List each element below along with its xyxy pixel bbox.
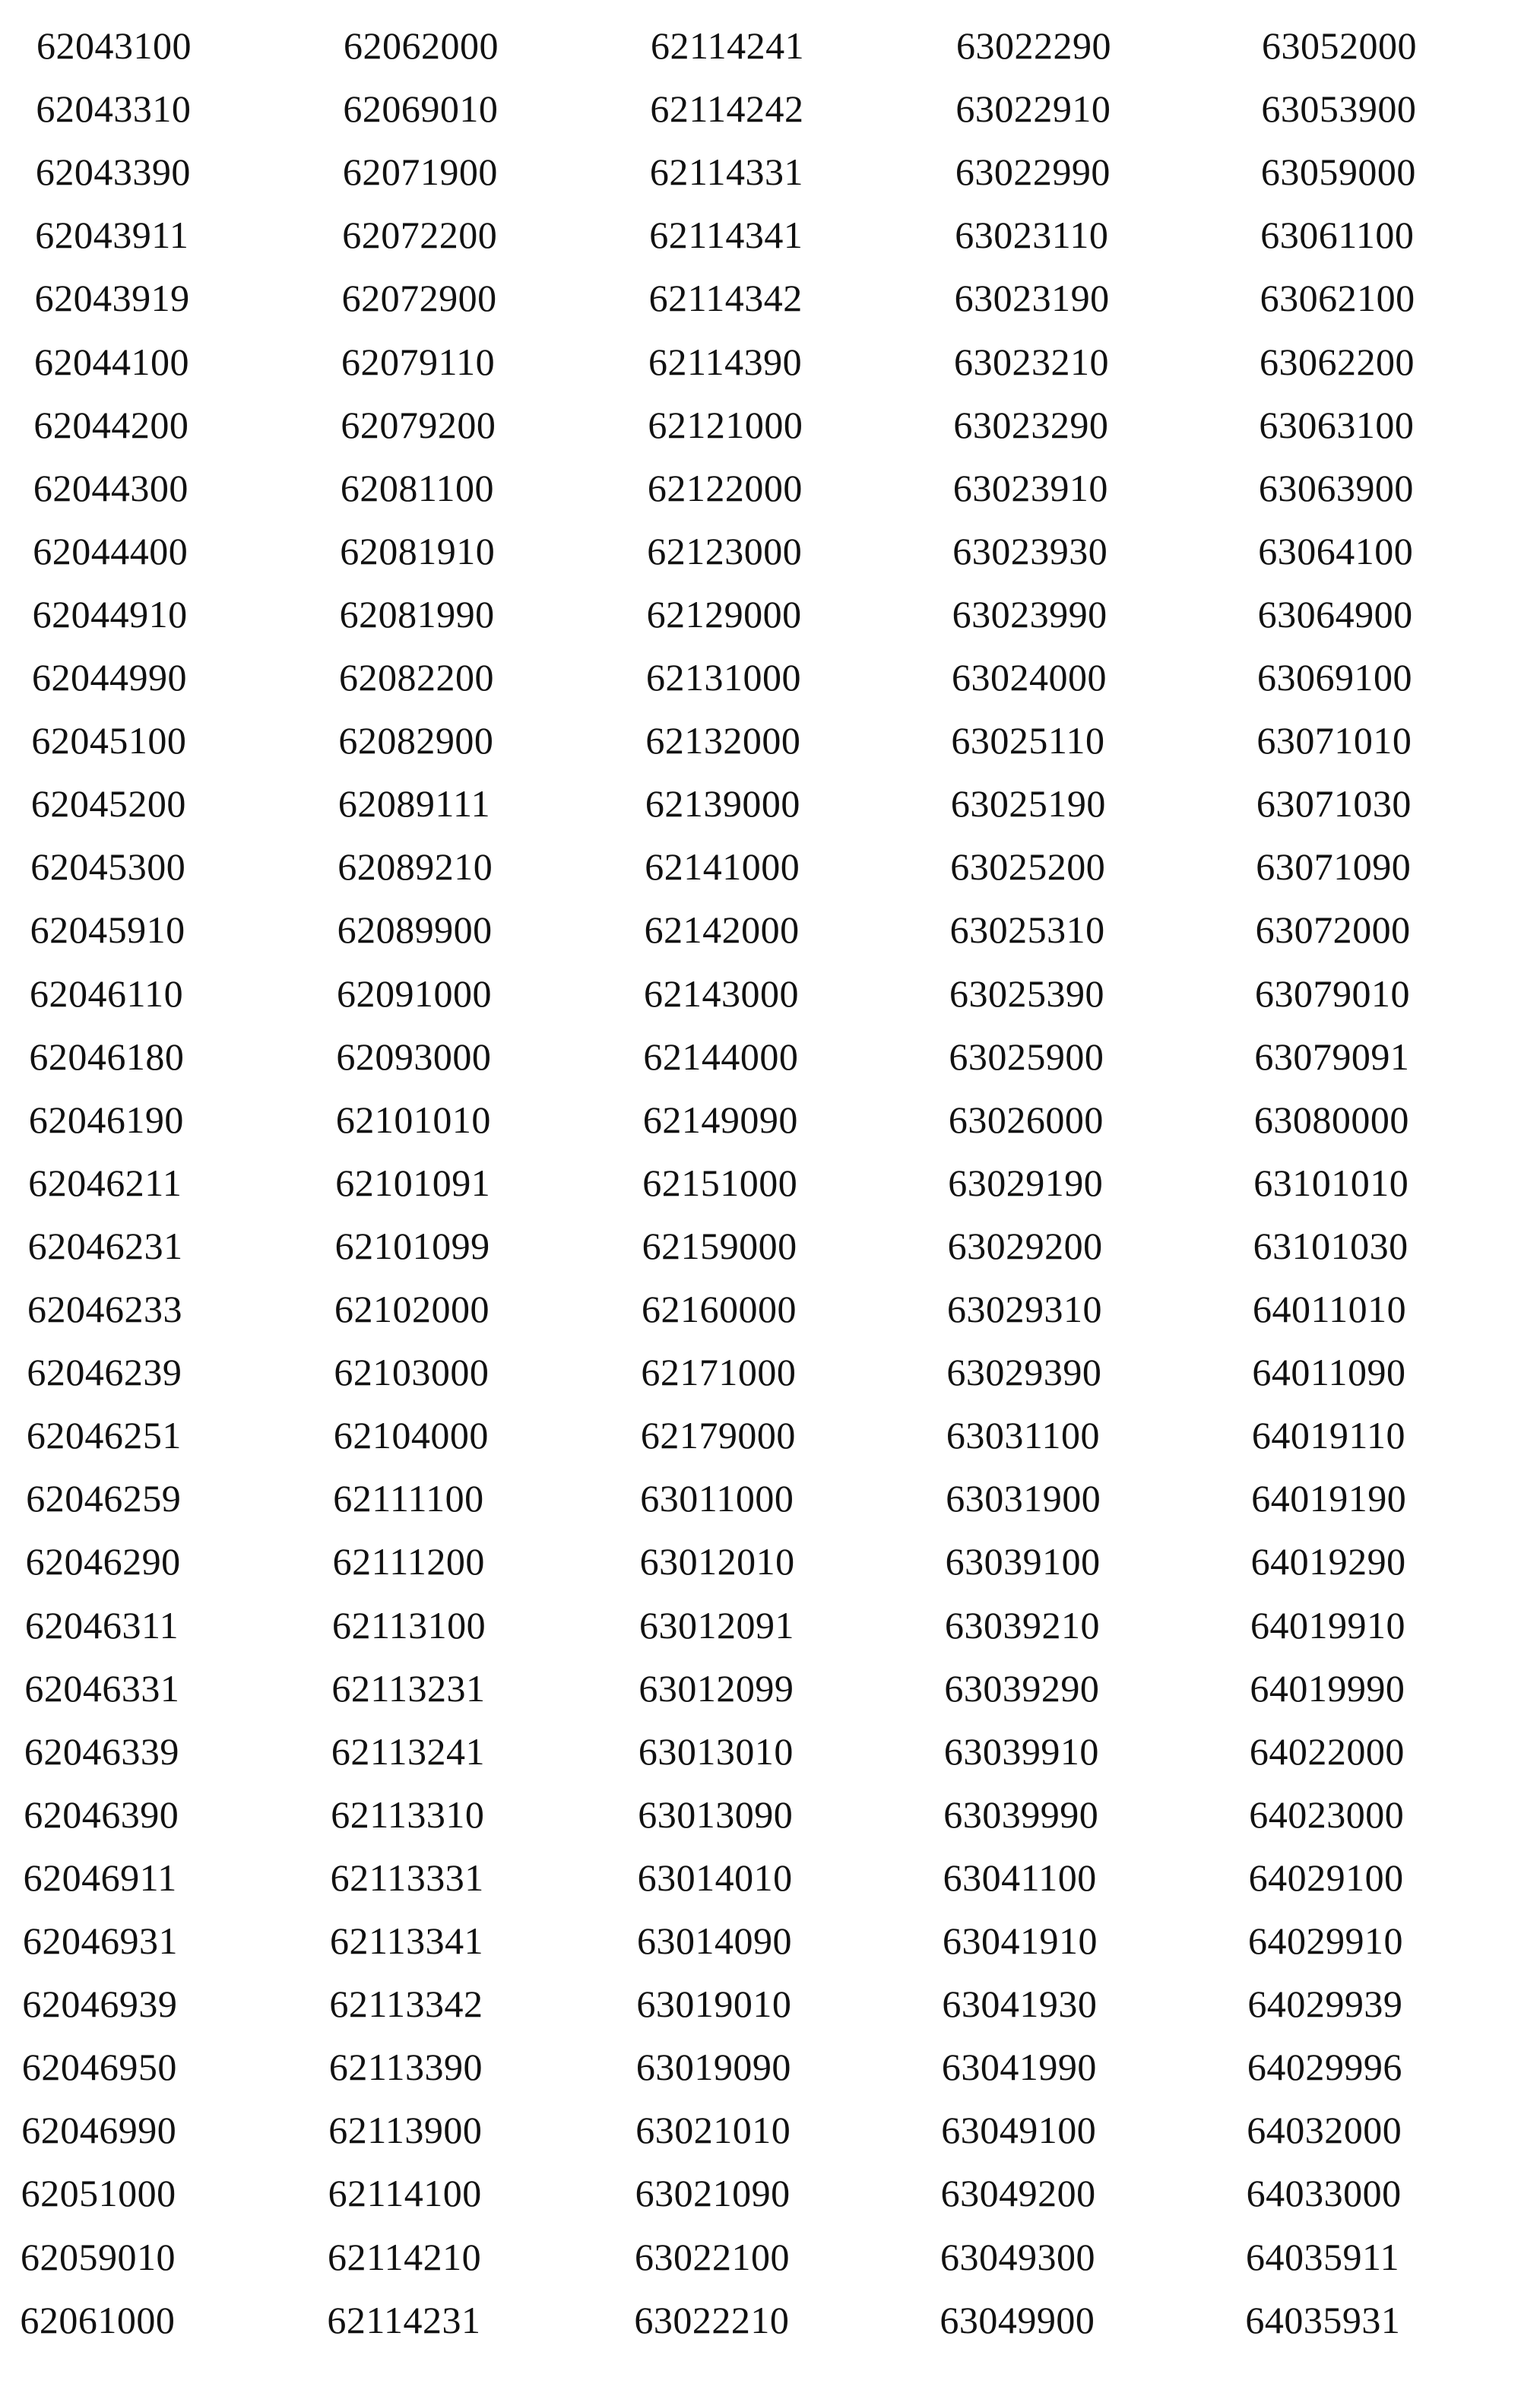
code-cell: 63039210: [945, 1603, 1100, 1647]
code-cell: 63041100: [943, 1856, 1097, 1899]
code-cell: 63012091: [639, 1603, 794, 1647]
code-cell: 63011000: [640, 1477, 794, 1520]
code-cell: 62062000: [344, 24, 499, 67]
code-cell: 63025390: [949, 972, 1104, 1015]
code-cell: 63053900: [1261, 87, 1417, 131]
code-cell: 63049900: [940, 2298, 1095, 2341]
code-cell: 62101091: [335, 1161, 491, 1204]
code-cell: 62081990: [339, 592, 495, 636]
code-cell: 62046211: [28, 1161, 182, 1204]
code-cell: 62139000: [645, 782, 800, 826]
code-cell: 62079200: [341, 403, 496, 446]
code-cell: 63072000: [1255, 908, 1411, 952]
code-cell: 64035931: [1245, 2298, 1401, 2341]
code-cell: 62113900: [328, 2109, 483, 2152]
code-cell: 63021090: [635, 2172, 791, 2215]
code-cell: 63062200: [1260, 340, 1415, 383]
code-cell: 62113241: [331, 1729, 485, 1773]
code-cell: 62044100: [34, 340, 189, 383]
code-cell: 62089900: [337, 908, 493, 952]
code-cell: 62114210: [328, 2235, 482, 2278]
code-cell: 62046950: [21, 2046, 177, 2089]
code-cell: 63062100: [1260, 277, 1415, 320]
code-cell: 62113100: [332, 1603, 486, 1647]
code-cell: 63023110: [955, 214, 1109, 257]
code-cell: 62113390: [328, 2046, 483, 2089]
code-cell: 63063900: [1258, 466, 1414, 509]
code-cell: 64029910: [1248, 1919, 1403, 1962]
code-cell: 62051000: [21, 2172, 176, 2215]
code-cell: 62043911: [35, 214, 189, 257]
code-cell: 63049100: [941, 2109, 1097, 2152]
code-cell: 62046231: [27, 1224, 183, 1267]
code-cell: 63023990: [952, 592, 1107, 636]
code-cell: 62043310: [36, 87, 192, 131]
code-cell: 62114390: [648, 340, 803, 383]
code-cell: 64019990: [1250, 1666, 1405, 1710]
code-cell: 63029310: [947, 1288, 1102, 1330]
code-cell: 63014010: [637, 1856, 793, 1899]
code-cell: 62111200: [332, 1540, 485, 1583]
code-cell: 62093000: [336, 1035, 492, 1078]
code-cell: 64011010: [1253, 1288, 1407, 1330]
code-cell: 63079091: [1254, 1035, 1410, 1078]
code-cell: 63012099: [638, 1666, 794, 1710]
code-cell: 62072900: [341, 277, 497, 320]
code-cell: 62114331: [649, 151, 803, 194]
code-cell: 64035911: [1246, 2235, 1400, 2278]
code-cell: 63041990: [941, 2046, 1097, 2089]
code-cell: 62149090: [642, 1098, 798, 1141]
code-cell: 62144000: [643, 1035, 799, 1078]
code-cell: 64019110: [1251, 1414, 1405, 1457]
code-cell: 63080000: [1253, 1098, 1409, 1141]
code-cell: 62082900: [338, 719, 494, 762]
code-cell: 62046190: [28, 1098, 184, 1141]
code-cell: 62044300: [33, 466, 189, 509]
code-cell: 63019010: [636, 1983, 792, 2026]
code-cell: 63022990: [955, 151, 1111, 194]
code-cell: 62043390: [35, 151, 191, 194]
code-cell: 63023190: [954, 277, 1110, 320]
code-cell: 62114100: [328, 2172, 482, 2215]
code-cell: 62114241: [651, 24, 805, 67]
code-cell: 63022210: [634, 2298, 790, 2341]
code-cell: 63039990: [943, 1792, 1099, 1836]
code-cell: 62123000: [647, 529, 803, 572]
code-cell: 62046259: [26, 1477, 182, 1520]
code-cell: 62142000: [644, 908, 800, 952]
code-cell: 62081100: [340, 466, 494, 509]
code-cell: 64019290: [1250, 1540, 1406, 1583]
code-cell: 63023930: [952, 529, 1108, 572]
code-cell: 63052000: [1262, 24, 1417, 67]
code-cell: 62072200: [342, 214, 498, 257]
code-cell: 62129000: [646, 592, 802, 636]
code-cell: 62111100: [333, 1477, 484, 1520]
code-cell: 62081910: [340, 529, 496, 572]
code-cell: 62046251: [26, 1414, 182, 1457]
code-cell: 63025190: [950, 782, 1106, 826]
code-cell: 63021010: [635, 2109, 791, 2152]
code-cell: 62046239: [27, 1351, 182, 1394]
code-cell: 62046931: [23, 1919, 178, 1962]
code-cell: 62122000: [647, 466, 803, 509]
code-cell: 62071900: [342, 151, 498, 194]
code-cell: 64032000: [1247, 2109, 1402, 2152]
code-cell: 63063100: [1259, 403, 1415, 446]
code-cell: 62046233: [27, 1288, 182, 1330]
code-cell: 63049300: [940, 2235, 1095, 2278]
code-cell: 64029996: [1247, 2046, 1402, 2089]
code-cell: 62046390: [24, 1792, 179, 1836]
code-cell: 63101030: [1253, 1224, 1408, 1267]
code-cell: 62113331: [330, 1856, 484, 1899]
code-cell: 62046911: [23, 1856, 177, 1899]
code-cell: 62046110: [30, 972, 184, 1015]
code-cell: 63022290: [956, 24, 1111, 67]
code-cell: 62179000: [640, 1414, 796, 1457]
code-cell: 62114341: [649, 214, 803, 257]
code-cell: 62059010: [21, 2235, 176, 2278]
code-cell: 63014090: [637, 1919, 792, 1962]
code-cell: 63019090: [635, 2046, 791, 2089]
code-cell: 63031100: [946, 1414, 1100, 1457]
code-cell: 62101099: [334, 1224, 490, 1267]
code-cell: 62121000: [648, 403, 803, 446]
code-cell: 63029190: [948, 1161, 1104, 1204]
code-cell: 62045910: [30, 908, 185, 952]
code-cell: 62113231: [331, 1666, 486, 1710]
code-cell: 62160000: [642, 1288, 797, 1330]
code-cell: 62044990: [32, 656, 187, 699]
code-cell: 63025110: [951, 719, 1105, 762]
code-cell: 62045100: [31, 719, 187, 762]
code-cell: 62159000: [642, 1224, 797, 1267]
code-cell: 63029200: [947, 1224, 1103, 1267]
code-cell: 62102000: [334, 1288, 490, 1330]
code-cell: 63029390: [946, 1351, 1102, 1394]
code-cell: 62114342: [648, 277, 803, 320]
code-cell: 62046311: [25, 1603, 179, 1647]
code-cell: 62045300: [30, 845, 186, 889]
code-cell: 64022000: [1249, 1729, 1405, 1773]
code-cell: 63079010: [1255, 972, 1410, 1015]
code-cell: 62131000: [646, 656, 801, 699]
code-cell: 62046939: [22, 1983, 178, 2026]
code-cell: 62171000: [641, 1351, 797, 1394]
code-cell: 64019190: [1251, 1477, 1407, 1520]
code-cell: 62103000: [334, 1351, 490, 1394]
code-cell: 64029100: [1248, 1856, 1404, 1899]
code-cell: 63064900: [1257, 592, 1413, 636]
code-cell: 63041930: [942, 1983, 1098, 2026]
code-cell: 63026000: [948, 1098, 1104, 1141]
code-cell: 62082200: [339, 656, 494, 699]
code-cell: 62044910: [32, 592, 188, 636]
code-cell: 62045200: [30, 782, 186, 826]
code-cell: 62091000: [337, 972, 492, 1015]
code-cell: 63041910: [943, 1919, 1098, 1962]
code-cell: 63025310: [949, 908, 1105, 952]
code-cell: 63061100: [1260, 214, 1415, 257]
code-cell: 62113310: [331, 1792, 485, 1836]
code-cell: 62046990: [21, 2109, 177, 2152]
code-cell: 63031900: [946, 1477, 1101, 1520]
code-cell: 63049200: [940, 2172, 1096, 2215]
code-cell: 62046339: [24, 1729, 179, 1773]
code-cell: 63023290: [953, 403, 1109, 446]
code-cell: 62114231: [327, 2298, 481, 2341]
code-cell: 62046180: [29, 1035, 185, 1078]
code-cell: 63059000: [1260, 151, 1416, 194]
code-cell: 63013090: [638, 1792, 794, 1836]
code-cell: 64029939: [1247, 1983, 1403, 2026]
code-cell: 62113342: [329, 1983, 483, 2026]
code-cell: 63071010: [1256, 719, 1412, 762]
code-cell: 62061000: [20, 2298, 176, 2341]
code-cell: 63023210: [954, 340, 1109, 383]
code-cell: 63013010: [638, 1729, 794, 1773]
code-cell: 62044200: [33, 403, 189, 446]
code-cell: 62143000: [644, 972, 799, 1015]
code-cell: 63024000: [952, 656, 1107, 699]
code-cell: 63023910: [952, 466, 1108, 509]
code-cell: 63071090: [1256, 845, 1412, 889]
code-cell: 62101010: [335, 1098, 491, 1141]
code-cell: 64019910: [1250, 1603, 1405, 1647]
code-cell: 63039910: [943, 1729, 1099, 1773]
code-cell: 62046290: [25, 1540, 181, 1583]
code-cell: 62089210: [337, 845, 493, 889]
code-cell: 62114242: [650, 87, 804, 131]
code-cell: 62046331: [24, 1666, 180, 1710]
code-cell: 62089111: [337, 782, 491, 826]
code-cell: 63101010: [1253, 1161, 1409, 1204]
code-cell: 62132000: [645, 719, 801, 762]
code-cell: 63025200: [950, 845, 1106, 889]
code-cell: 64033000: [1246, 2172, 1402, 2215]
code-cell: 63069100: [1257, 656, 1412, 699]
code-cell: 62141000: [645, 845, 800, 889]
code-cell: 63039100: [945, 1540, 1101, 1583]
code-cell: 63022910: [955, 87, 1111, 131]
code-cell: 63039290: [944, 1666, 1100, 1710]
code-cell: 62069010: [343, 87, 499, 131]
code-cell: 62043100: [36, 24, 192, 67]
code-cell: 64011090: [1252, 1351, 1406, 1394]
code-cell: 64023000: [1249, 1792, 1405, 1836]
code-cell: 62079110: [341, 340, 496, 383]
code-cell: 63071030: [1256, 782, 1412, 826]
code-cell: 62151000: [642, 1161, 798, 1204]
code-cell: 63022100: [635, 2235, 790, 2278]
code-cell: 62044400: [33, 529, 189, 572]
code-cell: 62043919: [34, 277, 190, 320]
code-cell: 63064100: [1258, 529, 1414, 572]
code-cell: 63025900: [949, 1035, 1104, 1078]
code-cell: 62104000: [333, 1414, 489, 1457]
code-cell: 62113341: [330, 1919, 484, 1962]
code-cell: 63012010: [639, 1540, 795, 1583]
